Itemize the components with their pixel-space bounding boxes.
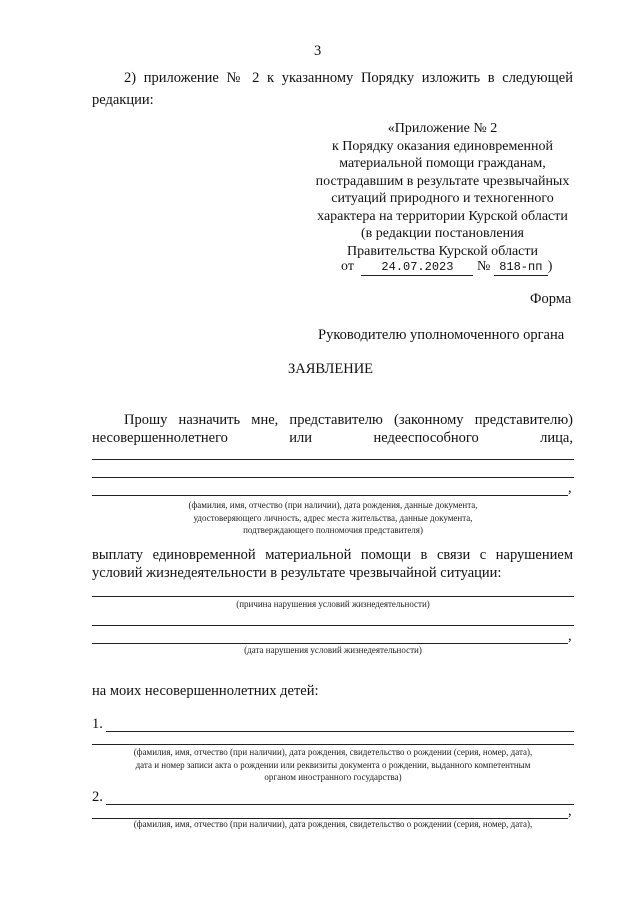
comma: ,: [568, 803, 572, 819]
caption-line: органом иностранного государства): [264, 772, 402, 782]
number-value: 818-пп: [499, 260, 543, 274]
appendix-line: ситуаций природного и техногенного: [331, 191, 554, 206]
appendix-line: (в редакции постановления: [360, 226, 525, 241]
caption-date: (дата нарушения условий жизнедеятельности): [244, 645, 422, 655]
request-word: недееспособного: [373, 430, 479, 446]
fill-line: [92, 744, 574, 745]
document-title: ЗАЯВЛЕНИЕ: [288, 361, 374, 377]
fill-line: [92, 495, 568, 496]
payment-line-2: условий жизнедеятельности в результате чрезвычайной ситуации:: [92, 565, 502, 581]
fill-line: [92, 596, 574, 597]
request-word: лица,: [540, 430, 573, 446]
request-word: или: [289, 430, 313, 446]
date-line: [341, 259, 552, 276]
date-value: 24.07.2023: [381, 260, 454, 274]
caption-line: дата и номер записи акта о рождении или реквизиты документа о рождении, выданного компетентным: [135, 759, 531, 770]
request-word: несовершеннолетнего: [92, 430, 228, 446]
appendix-line: «Приложение № 2: [387, 121, 498, 136]
appendix-line: пострадавшим в результате чрезвычайных: [315, 173, 570, 189]
fill-line: [92, 643, 568, 644]
caption-line: подтверждающего полномочия представителя): [243, 525, 423, 535]
number-prefix: №: [476, 259, 491, 274]
appendix-line: характера на территории Курской области: [317, 208, 568, 224]
date-field: [361, 259, 473, 276]
fill-line: [92, 459, 574, 460]
page-number: 3: [314, 43, 322, 59]
comma: ,: [568, 628, 572, 644]
caption-line: (фамилия, имя, отчество (при наличии), дата рождения, данные документа,: [188, 500, 478, 510]
number-field: [494, 259, 548, 276]
closing-paren: ): [547, 259, 553, 274]
children-heading: на моих несовершеннолетних детей:: [92, 683, 319, 699]
request-line-1: Прошу назначить мне, представителю (законному представителю): [124, 412, 573, 428]
caption-child-1: [92, 746, 574, 784]
fill-line: [106, 731, 574, 732]
payment-line-1: выплату единовременной материальной помощи в связи с нарушением: [92, 547, 573, 563]
addressee: Руководителю уполномоченного органа: [318, 327, 565, 343]
appendix-line: Правительства Курской области: [347, 243, 538, 259]
request-line-2: [92, 430, 573, 447]
intro-line-1: 2) приложение № 2 к указанному Порядку изложить в следующей: [124, 70, 573, 86]
child-number: 1.: [92, 716, 103, 732]
caption-line: удостоверяющего личность, адрес места жительства, данные документа,: [193, 512, 473, 523]
comma: ,: [568, 480, 572, 496]
appendix-line: к Порядку оказания единовременной: [331, 138, 554, 154]
caption-person: [92, 499, 574, 537]
intro-line-2: редакции:: [92, 92, 154, 108]
child-number: 2.: [92, 789, 103, 805]
date-prefix: от: [341, 259, 354, 274]
caption-reason: (причина нарушения условий жизнедеятельности): [236, 599, 430, 609]
appendix-header: [290, 120, 595, 260]
caption-line: (фамилия, имя, отчество (при наличии), дата рождения, свидетельство о рождении (серия, номер, дата),: [133, 747, 533, 757]
fill-line: [106, 804, 574, 805]
form-label: Форма: [530, 291, 572, 307]
caption-child-2: (фамилия, имя, отчество (при наличии), дата рождения, свидетельство о рождении (серия, номер, дата),: [133, 819, 533, 829]
appendix-line: материальной помощи гражданам,: [339, 156, 546, 171]
fill-line: [92, 625, 574, 626]
fill-line: [92, 477, 574, 478]
